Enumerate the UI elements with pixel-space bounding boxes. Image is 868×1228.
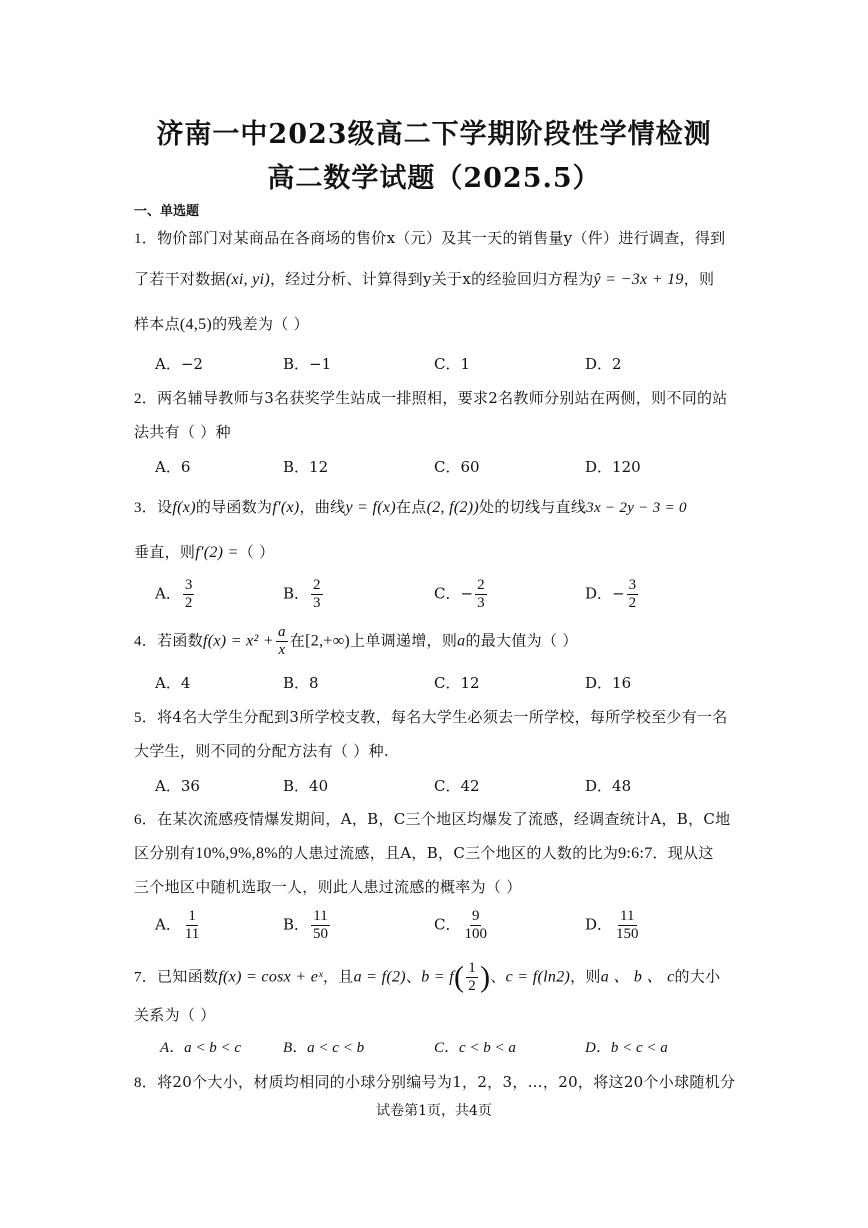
q1-option-c: C．1 <box>434 355 471 373</box>
q4-text1d: 的最大值为（ ） <box>465 631 578 650</box>
q2-number: 2． <box>134 391 158 407</box>
q3-option-a-num: 3 <box>184 577 193 593</box>
q4-text1c: 上单调递增，则 <box>350 631 458 650</box>
q3-line2 <box>134 541 274 562</box>
q1-sample-point: (4,5) <box>179 316 213 333</box>
exam-title-line1: 济南一中2023级高二下学期阶段性学情检测 <box>156 119 712 150</box>
exam-title-line2: 高二数学试题（2025.5） <box>267 163 601 194</box>
q4-interval: [2,+∞) <box>305 632 351 650</box>
q3-option-d <box>585 577 640 612</box>
q3-line-eq: 3x − 2y − 3 = 0 <box>586 500 687 516</box>
q5-option-a: A．36 <box>155 777 200 795</box>
q7-option-a: A．a < b < c <box>160 1040 242 1056</box>
q1-option-b: B．−1 <box>283 355 332 373</box>
q1-line3 <box>134 313 309 334</box>
q8-text1: 将20个大小，材质均相同的小球分别编号为1，2，3，…，20，将这20个小球随机分 <box>157 1073 736 1091</box>
q2-option-c: C．60 <box>434 458 480 476</box>
q3-option-a-label: A． <box>155 584 181 603</box>
q3-option-d-fraction <box>627 577 639 612</box>
q4-a: a <box>457 632 466 650</box>
q7-text1a: 已知函数 <box>157 967 219 986</box>
q8-number: 8． <box>134 1075 158 1091</box>
q6-ratio: 9:6:7 <box>618 845 653 862</box>
q3-option-b-fraction <box>311 577 323 612</box>
q7-option-d: D．b < c < a <box>585 1040 668 1056</box>
q6-option-c <box>434 908 491 943</box>
q6-option-a-label: A． <box>155 915 181 934</box>
q1-option-a: A．−2 <box>155 355 203 373</box>
q2-option-d: D．120 <box>585 458 641 476</box>
q1-data-pair: (xi, yi) <box>225 271 270 288</box>
q6-option-b-num: 11 <box>313 908 328 924</box>
q3-option-d-den: 2 <box>628 595 637 611</box>
q1-number: 1． <box>134 231 158 247</box>
q7-paren-right: ) <box>480 960 491 994</box>
page-footer: 试卷第1页，共4页 <box>376 1103 492 1119</box>
q4-frac-den: x <box>278 642 286 658</box>
q3-fpx: f′(x) <box>272 499 300 516</box>
q3-option-c <box>434 577 489 612</box>
q5-number: 5． <box>134 710 158 726</box>
q3-number: 3． <box>134 500 158 516</box>
section-heading: 一、单选题 <box>134 204 200 219</box>
q7-number: 7． <box>134 969 158 986</box>
q4-frac-num: a <box>278 624 286 640</box>
q3-option-c-label: C． <box>434 584 461 603</box>
q7-a-def: a = f(2) <box>353 968 406 986</box>
q3-text1e: 处的切线与直线 <box>479 498 587 516</box>
q3-option-a-fraction <box>183 577 195 612</box>
q3-point: (2, f(2)) <box>426 499 480 516</box>
q6-option-d <box>585 908 643 943</box>
q7-sep1: 、 <box>405 967 422 986</box>
q7-b-den: 2 <box>468 978 477 994</box>
q7-fdef: f(x) = cosx + eˣ <box>218 968 323 986</box>
q6-option-a-fraction <box>183 908 201 943</box>
q6-option-b-fraction <box>311 908 330 943</box>
q5-option-d: D．48 <box>585 777 632 795</box>
q7-b-fraction <box>466 960 478 995</box>
q6-text1: 在某次流感疫情爆发期间，A，B，C三个地区均爆发了流感，经调查统计A，B，C地 <box>157 810 731 828</box>
q3-option-a <box>155 577 196 612</box>
q3-curve: y = f(x) <box>345 499 396 516</box>
q6-option-c-label: C． <box>434 915 461 934</box>
q6-option-c-fraction <box>462 908 489 943</box>
q6-option-c-num: 9 <box>471 908 480 924</box>
q6-text2c: ．现从这 <box>652 844 714 862</box>
q4-text1b: 在 <box>289 631 306 650</box>
q6-text2b: 的人患过流感，且A，B，C三个地区的人数的比为 <box>277 844 619 862</box>
q6-line1 <box>134 808 730 829</box>
q3-option-c-fraction <box>475 577 487 612</box>
q7-option-c: C．c < b < a <box>434 1040 516 1056</box>
q7-b-num: 1 <box>468 960 477 976</box>
q1-text2c: ，则 <box>683 270 715 288</box>
q6-option-d-label: D． <box>585 915 613 934</box>
q6-option-a-den: 11 <box>184 926 200 942</box>
q1-text1: 物价部门对某商品在各商场的售价x（元）及其一天的销售量y（件）进行调查，得到 <box>157 229 726 247</box>
q1-text2b: ，经过分析、计算得到y关于x的经验回归方程为 <box>269 270 594 288</box>
q3-option-d-label: D． <box>585 584 613 603</box>
q6-line2 <box>134 842 714 863</box>
q3-option-b-den: 3 <box>313 595 321 611</box>
q6-option-b-label: B． <box>283 915 310 934</box>
q4-text1a: 若函数 <box>157 631 204 650</box>
q5-option-c: C．42 <box>434 777 480 795</box>
q7-text1b: ，且 <box>322 967 354 986</box>
q6-option-d-fraction <box>614 908 641 943</box>
q6-text2a: 区分别有 <box>134 844 196 862</box>
q7-text1c: ，则 <box>570 967 601 986</box>
q2-option-a: A．6 <box>155 458 191 476</box>
q1-line2 <box>134 268 714 289</box>
q4-line1 <box>134 624 578 659</box>
q3-option-b-label: B． <box>283 584 310 603</box>
q4-option-b: B．8 <box>283 674 319 692</box>
q4-fraction <box>276 624 288 659</box>
q7-line2: 关系为（ ） <box>134 1006 216 1024</box>
q6-percentages: 10%,9%,8% <box>195 845 278 862</box>
q3-option-d-sign: − <box>612 584 625 603</box>
q3-option-b <box>283 577 325 612</box>
q1-text3b: 的残差为（ ） <box>212 315 309 333</box>
q1-option-d: D．2 <box>585 355 622 373</box>
q6-option-a-num: 1 <box>188 908 196 924</box>
q7-abc: a 、 b 、 c <box>600 968 675 986</box>
q2-line1 <box>134 387 728 408</box>
q1-text2a: 了若干对数据 <box>134 270 226 288</box>
q3-text1b: 的导函数为 <box>195 498 273 516</box>
q3-fp2: f′(2) = <box>195 544 239 561</box>
q1-line1 <box>134 227 725 248</box>
q6-number: 6． <box>134 812 158 828</box>
q3-text1d: 在点 <box>395 498 427 516</box>
q5-line1 <box>134 706 728 727</box>
q8-line1 <box>134 1071 735 1092</box>
q4-number: 4． <box>134 633 158 650</box>
q6-option-c-den: 100 <box>464 926 487 942</box>
q7-option-b: B．a < c < b <box>283 1040 365 1056</box>
q4-fdef: f(x) = x² + <box>203 632 275 650</box>
q5-line2: 大学生，则不同的分配方法有（ ）种. <box>134 742 389 760</box>
q6-option-b <box>283 908 332 943</box>
q3-option-a-den: 2 <box>184 595 193 611</box>
q3-text1a: 设 <box>157 498 173 516</box>
q6-option-b-den: 50 <box>313 926 329 942</box>
q3-option-d-num: 3 <box>628 577 637 593</box>
q2-option-b: B．12 <box>283 458 329 476</box>
q3-text2a: 垂直，则 <box>134 543 196 561</box>
q3-option-c-den: 3 <box>477 595 485 611</box>
q2-line2: 法共有（ ）种 <box>134 423 231 441</box>
q7-paren-left: ( <box>453 960 465 994</box>
q4-option-a: A．4 <box>155 674 191 692</box>
q5-option-b: B．40 <box>283 777 329 795</box>
q3-text1c: ，曲线 <box>299 498 346 516</box>
q1-regression-eq: ŷ = −3x + 19 <box>593 271 684 288</box>
q2-text1: 两名辅导教师与3名获奖学生站成一排照相，要求2名教师分别站在两侧，则不同的站 <box>157 389 728 407</box>
q7-line1 <box>134 960 720 995</box>
q7-c-def: c = f(ln2) <box>505 968 571 986</box>
q3-option-b-num: 2 <box>313 577 321 593</box>
q3-line1 <box>134 496 687 517</box>
q3-fx: f(x) <box>172 499 196 516</box>
q7-b-pre: b = f <box>421 968 454 986</box>
q1-text3a: 样本点 <box>134 315 180 333</box>
q3-text2b: （ ） <box>238 543 275 561</box>
q5-text1: 将4名大学生分配到3所学校支教，每名大学生必须去一所学校，每所学校至少有一名 <box>157 708 728 726</box>
q3-option-c-sign: − <box>460 584 474 603</box>
q7-sep2: 、 <box>490 967 506 986</box>
q4-option-c: C．12 <box>434 674 480 692</box>
q6-option-d-num: 11 <box>620 908 635 924</box>
q7-text1d: 的大小 <box>674 967 721 986</box>
q6-option-d-den: 150 <box>616 926 639 942</box>
q6-option-a <box>155 908 203 943</box>
q4-option-d: D．16 <box>585 674 632 692</box>
q3-option-c-num: 2 <box>477 577 485 593</box>
q6-line3: 三个地区中随机选取一人，则此人患过流感的概率为（ ） <box>134 878 522 896</box>
